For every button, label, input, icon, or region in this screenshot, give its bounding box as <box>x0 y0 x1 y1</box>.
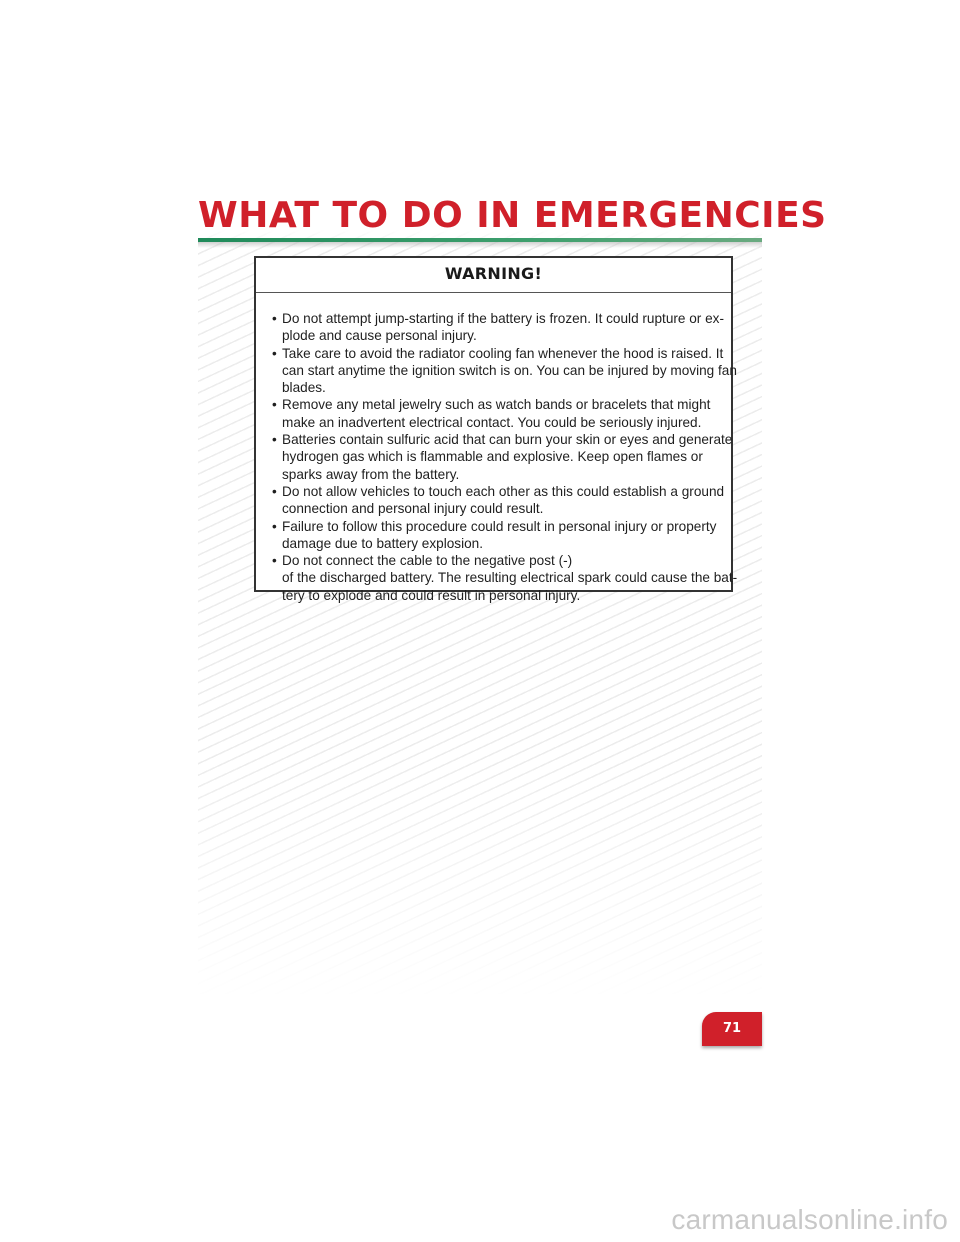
warning-item-line: Take care to avoid the radiator cooling fan whenever the hood is raised. It <box>282 345 724 361</box>
warning-item-line: Do not attempt jump-starting if the battery is frozen. It could rupture or ex- <box>282 311 724 326</box>
warning-item <box>272 310 724 345</box>
bullet-icon: • <box>272 345 277 361</box>
warning-title: WARNING! <box>256 258 731 293</box>
bullet-icon: • <box>272 518 277 534</box>
page-number-tab <box>702 1012 762 1046</box>
watermark: carmanualsonline.info <box>671 1204 948 1235</box>
warning-item <box>272 345 737 397</box>
bullet-icon: • <box>272 397 277 413</box>
warning-item-line: connection and personal injury could result. <box>282 501 544 517</box>
warning-item-line: Remove any metal jewelry such as watch bands or bracelets that might <box>282 397 711 413</box>
warning-item <box>272 431 733 483</box>
warning-item <box>272 396 713 431</box>
warning-item-line: of the discharged battery. The resulting electrical spark could cause the bat- <box>282 570 738 586</box>
warning-item-line: Failure to follow this procedure could result in personal injury or property <box>282 518 717 534</box>
warning-item-line: plode and cause personal injury. <box>282 328 477 344</box>
bullet-icon: • <box>272 553 277 569</box>
section-title-rule-shadow <box>198 242 762 248</box>
warning-item-line: hydrogen gas which is flammable and explosive. Keep open flames or <box>282 449 703 465</box>
page-number: 71 <box>722 1021 742 1036</box>
warning-item-line: tery to explode and could result in personal injury. <box>282 587 581 603</box>
warning-item <box>272 552 738 604</box>
warning-item-line: damage due to battery explosion. <box>282 535 484 551</box>
bullet-icon: • <box>272 311 277 326</box>
warning-item-line: Do not allow vehicles to touch each other as this could establish a ground <box>282 483 725 499</box>
section-title: WHAT TO DO IN EMERGENCIES <box>198 195 827 236</box>
warning-item-line: Batteries contain sulfuric acid that can burn your skin or eyes and generate <box>282 432 733 448</box>
warning-box <box>254 256 738 603</box>
warning-item <box>272 483 725 518</box>
warning-item-line: make an inadvertent electrical contact. You could be seriously injured. <box>282 414 702 430</box>
warning-item-line: Do not connect the cable to the negative post (-) <box>282 553 573 569</box>
warning-item-line: can start anytime the ignition switch is on. You can be injured by moving fan <box>282 362 737 378</box>
warning-item-line: blades. <box>282 380 326 396</box>
warning-item <box>272 518 717 553</box>
warning-item-line: sparks away from the battery. <box>282 466 460 482</box>
warning-list <box>256 293 738 604</box>
bullet-icon: • <box>272 483 277 499</box>
bullet-icon: • <box>272 432 277 448</box>
